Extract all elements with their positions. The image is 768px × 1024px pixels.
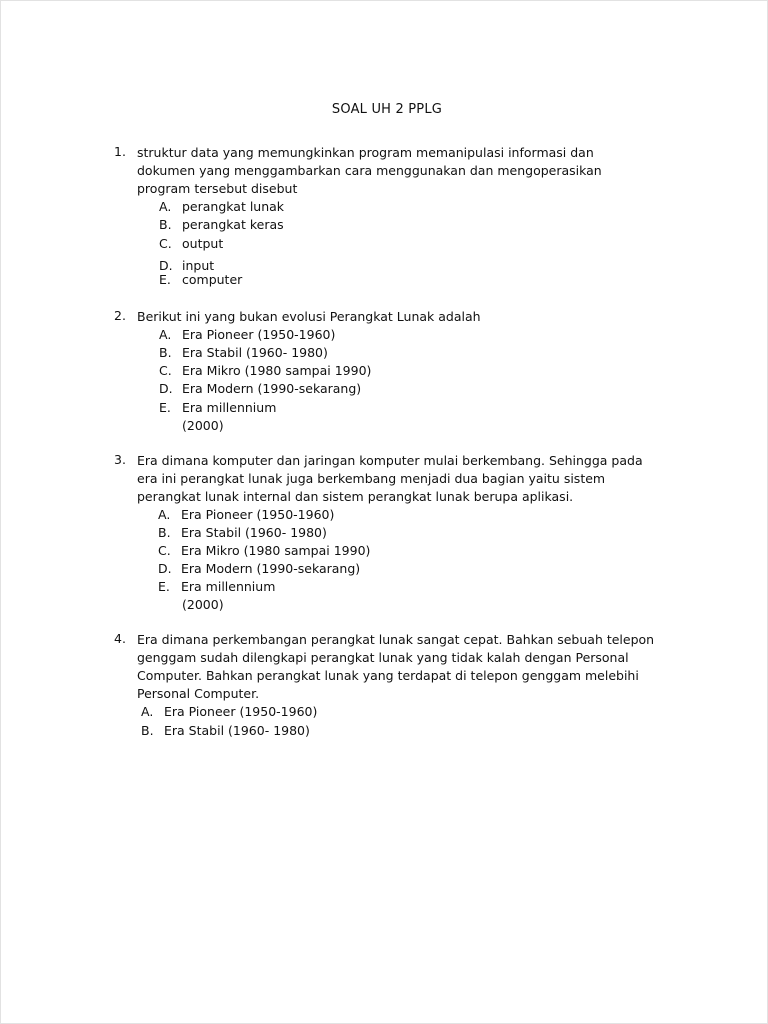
question-text: struktur data yang memungkinkan program memanipulasi informasi dan dokumen yang menggambarkan cara menggunakan dan mengoperasikan program tersebut disebut — [137, 145, 602, 196]
question-4 — [114, 631, 694, 703]
option-label: E. — [159, 272, 171, 287]
option-label: E. — [159, 400, 171, 415]
option-label: A. — [159, 327, 172, 342]
option-text: input — [182, 258, 215, 273]
option-label: D. — [159, 381, 173, 396]
document-title: SOAL UH 2 PPLG — [331, 102, 443, 117]
option-text: Era Modern (1990-sekarang) — [182, 381, 362, 396]
option-label: D. — [158, 561, 172, 576]
option-label: D. — [159, 258, 173, 273]
option-text: perangkat lunak — [182, 199, 285, 214]
option-label: B. — [141, 723, 154, 738]
option-text: Era Stabil (1960- 1980) — [164, 723, 310, 738]
option-text-continued: (2000) — [182, 418, 224, 433]
option-text: Era millennium — [181, 579, 276, 594]
option-label: A. — [159, 199, 172, 214]
question-number: 2. — [114, 308, 126, 323]
option-label: A. — [141, 704, 154, 719]
option-label: C. — [159, 363, 172, 378]
option-label: C. — [158, 543, 171, 558]
option-label: A. — [158, 507, 171, 522]
question-text: Era dimana komputer dan jaringan komputer mulai berkembang. Sehingga pada era ini perangkat lunak juga berkembang menjadi dua bagian yaitu sistem perangkat lunak internal dan sistem perangkat lunak berupa aplikasi. — [137, 453, 643, 504]
option-text: Era Pioneer (1950-1960) — [164, 704, 318, 719]
option-label: B. — [158, 525, 171, 540]
option-text-continued: (2000) — [182, 597, 224, 612]
option-text: output — [182, 236, 224, 251]
option-text: Era Mikro (1980 sampai 1990) — [182, 363, 372, 378]
question-text: Era dimana perkembangan perangkat lunak sangat cepat. Bahkan sebuah telepon genggam sudah dilengkapi perangkat lunak yang tidak kalah dengan Personal Computer. Bahkan perangkat lunak yang terdapat di telepon genggam melebihi Personal Computer. — [137, 632, 655, 701]
option-text: Era Pioneer (1950-1960) — [182, 327, 336, 342]
option-text: perangkat keras — [182, 217, 284, 232]
option-label: B. — [159, 345, 172, 360]
question-1 — [114, 144, 694, 198]
question-number: 3. — [114, 452, 126, 467]
option-text: computer — [182, 272, 243, 287]
question-text: Berikut ini yang bukan evolusi Perangkat Lunak adalah — [137, 309, 481, 324]
option-label: E. — [158, 579, 170, 594]
question-2 — [114, 308, 694, 326]
question-3 — [114, 452, 694, 506]
question-number: 1. — [114, 144, 126, 159]
option-label: C. — [159, 236, 172, 251]
option-text: Era Stabil (1960- 1980) — [181, 525, 327, 540]
option-text: Era Stabil (1960- 1980) — [182, 345, 328, 360]
option-text: Era millennium — [182, 400, 277, 415]
option-text: Era Modern (1990-sekarang) — [181, 561, 361, 576]
question-number: 4. — [114, 631, 126, 646]
option-label: B. — [159, 217, 172, 232]
option-text: Era Mikro (1980 sampai 1990) — [181, 543, 371, 558]
option-text: Era Pioneer (1950-1960) — [181, 507, 335, 522]
